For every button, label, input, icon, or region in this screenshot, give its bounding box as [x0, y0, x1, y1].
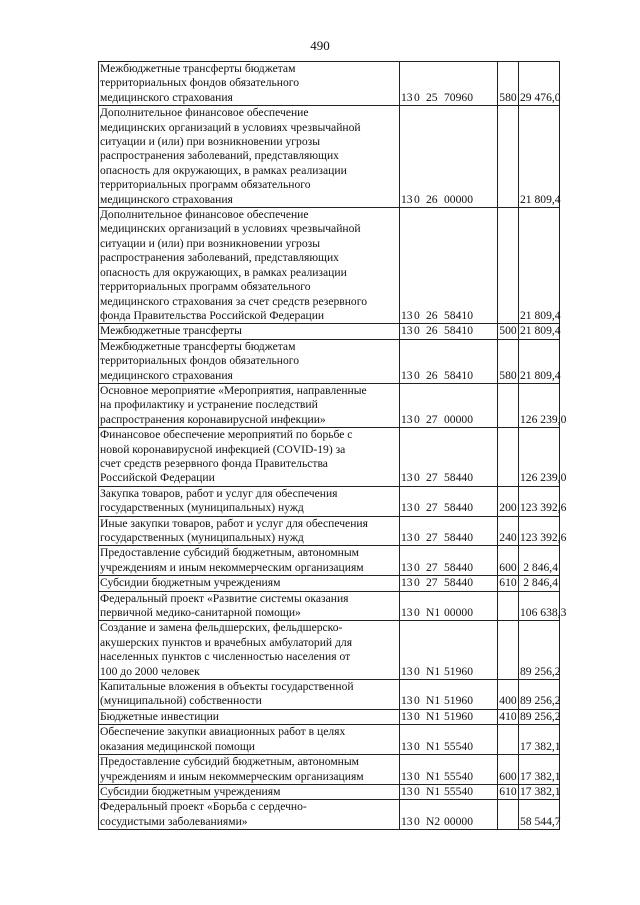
- row-name-line: опасность для окружающих, в рамках реализации: [100, 265, 347, 279]
- target-article-code-part: 13: [401, 694, 413, 708]
- row-name-cell: [99, 486, 400, 516]
- target-article-code-part: N1: [426, 709, 441, 723]
- row-name-line: населенных пунктов с численностью населения от: [100, 650, 351, 664]
- target-article-code-part: N1: [426, 606, 441, 620]
- row-name-line: опасность для окружающих, в рамках реализации: [100, 163, 347, 177]
- amount-cell: 21 809,4: [519, 208, 560, 324]
- row-name-cell: [99, 62, 400, 106]
- target-article-code-part: 13: [401, 606, 413, 620]
- target-article-code-part: 27: [426, 501, 438, 515]
- target-article-code-part: 51960: [444, 694, 473, 708]
- row-name-line: Российской Федерации: [100, 471, 215, 485]
- row-name-line: Субсидии бюджетным учреждениям: [100, 784, 281, 798]
- expense-type-code-cell: 400: [498, 680, 519, 710]
- amount-cell: 17 382,1: [520, 784, 561, 798]
- target-article-code-part: 13: [401, 769, 413, 783]
- row-name-line: 100 до 2000 человек: [100, 664, 200, 678]
- target-article-code-part: 13: [401, 576, 413, 590]
- table-row: [99, 208, 560, 324]
- expense-type-code-cell: 240: [498, 516, 519, 546]
- table-row: [99, 428, 560, 487]
- amount-cell: 126 239,0: [519, 428, 560, 487]
- table-row: [99, 680, 560, 710]
- row-name-line: Капитальные вложения в объекты государственной: [100, 680, 354, 694]
- target-article-code-cell: [400, 486, 498, 516]
- amount-cell: 2 846,4: [519, 576, 560, 591]
- row-name-line: территориальных программ обязательного: [100, 280, 311, 294]
- target-article-code-part: 0: [414, 560, 420, 574]
- target-article-code-cell: [400, 324, 498, 339]
- target-article-code-cell: [400, 755, 498, 785]
- row-name-line: фонда Правительства Российской Федерации: [100, 308, 325, 322]
- target-article-code-part: 0: [414, 308, 420, 322]
- target-article-code-part: 13: [401, 664, 413, 678]
- amount-cell: 106 638,3: [519, 591, 560, 621]
- row-name-line: территориальных фондов обязательного: [100, 354, 300, 368]
- amount-cell: 123 392,6: [519, 486, 560, 516]
- amount-cell: 2 846,4: [519, 546, 560, 576]
- target-article-code-cell: [400, 546, 498, 576]
- target-article-code-part: N1: [426, 694, 441, 708]
- target-article-code-part: 55540: [444, 769, 473, 783]
- target-article-code-part: 0: [414, 664, 420, 678]
- expense-type-code-cell: 500: [499, 324, 517, 338]
- row-name-line: Бюджетные инвестиции: [100, 709, 220, 723]
- budget-table: [98, 61, 567, 830]
- target-article-code-part: 0: [414, 576, 420, 590]
- table-row: [99, 784, 560, 799]
- row-name-line: Иные закупки товаров, работ и услуг для обеспечения: [100, 516, 368, 530]
- row-name-cell: [99, 725, 400, 755]
- expense-type-code-cell: [498, 800, 519, 830]
- target-article-code-part: 27: [426, 531, 438, 544]
- target-article-code-part: 0: [414, 769, 420, 783]
- target-article-code-cell: [400, 428, 498, 487]
- target-article-code-part: 13: [401, 192, 413, 206]
- table-row: [99, 621, 560, 680]
- target-article-code-part: 0: [414, 814, 420, 828]
- target-article-code-cell: [400, 800, 498, 830]
- row-name-cell: [99, 546, 400, 576]
- target-article-code-part: 0: [414, 412, 420, 426]
- row-name-cell: [99, 591, 400, 621]
- target-article-code-cell: [400, 516, 498, 546]
- target-article-code-part: 13: [401, 560, 413, 574]
- row-name-line: распространения заболеваний, представляющих: [100, 251, 339, 265]
- target-article-code-part: 0: [414, 784, 420, 798]
- table-row: [99, 800, 560, 830]
- expense-type-code-cell: 410: [499, 709, 517, 723]
- target-article-code-part: 0: [414, 192, 420, 206]
- page-number: 490: [310, 38, 330, 53]
- table-row: [99, 576, 560, 591]
- row-name-line: медицинских организаций в условиях чрезвычайной: [100, 222, 361, 236]
- target-article-code-part: 27: [426, 576, 438, 590]
- row-name-line: медицинского страхования: [100, 192, 233, 206]
- target-article-code-part: 27: [426, 412, 438, 426]
- target-article-code-cell: [400, 784, 498, 799]
- row-name-line: Дополнительное финансовое обеспечение: [100, 106, 309, 120]
- amount-cell: 89 256,2: [519, 680, 560, 710]
- row-name-line: государственных (муниципальных) нужд: [100, 531, 304, 544]
- expense-type-code-cell: 610: [499, 784, 517, 798]
- target-article-code-cell: [400, 591, 498, 621]
- target-article-code-part: 0: [414, 90, 420, 104]
- target-article-code-part: 51960: [444, 709, 473, 723]
- target-article-code-part: N1: [426, 769, 441, 783]
- target-article-code-part: 0: [414, 368, 420, 382]
- table-row: [99, 106, 560, 208]
- target-article-code-cell: [400, 576, 498, 591]
- row-name-line: Федеральный проект «Развитие системы оказания: [100, 591, 349, 605]
- row-name-cell: [99, 428, 400, 487]
- row-name-line: распространения заболеваний, представляющих: [100, 149, 339, 163]
- row-name-cell: [99, 208, 400, 324]
- amount-cell: 58 544,7: [519, 800, 560, 830]
- row-name-cell: [99, 709, 400, 724]
- target-article-code-part: 58410: [444, 368, 473, 382]
- expense-type-code-cell: 600: [498, 755, 519, 785]
- target-article-code-part: 0: [414, 471, 420, 485]
- budget-table-body: [99, 62, 567, 830]
- target-article-code-cell: [400, 680, 498, 710]
- target-article-code-part: 0: [414, 501, 420, 515]
- table-row: [99, 546, 560, 576]
- row-name-line: Создание и замена фельдшерских, фельдшерско-: [100, 621, 343, 635]
- target-article-code-part: 58440: [444, 471, 473, 485]
- row-name-cell: [99, 784, 400, 799]
- target-article-code-part: 70960: [444, 90, 473, 104]
- row-name-line: медицинских организаций в условиях чрезвычайной: [100, 120, 361, 134]
- row-name-line: Субсидии бюджетным учреждениям: [100, 576, 281, 590]
- target-article-code-part: 00000: [444, 606, 473, 620]
- table-row: [99, 62, 560, 106]
- target-article-code-part: 26: [426, 324, 438, 338]
- row-name-line: медицинского страхования: [100, 90, 233, 104]
- target-article-code-part: 27: [426, 471, 438, 485]
- row-name-cell: [99, 516, 400, 546]
- target-article-code-part: 26: [426, 308, 438, 322]
- expense-type-code-cell: 580: [498, 62, 519, 106]
- target-article-code-part: 58440: [444, 501, 473, 515]
- amount-cell: 17 382,1: [519, 755, 560, 785]
- row-name-line: учреждениям и иным некоммерческим организациям: [100, 769, 364, 783]
- amount-cell: 89 256,2: [519, 621, 560, 680]
- table-row: [99, 725, 560, 755]
- amount-cell: 123 392,6: [519, 516, 560, 546]
- row-name-cell: [99, 383, 400, 427]
- target-article-code-part: 00000: [444, 192, 473, 206]
- table-row: [99, 755, 560, 785]
- expense-type-code-cell: 580: [498, 339, 519, 383]
- target-article-code-part: 13: [401, 739, 413, 753]
- expense-type-code-cell: [498, 106, 519, 208]
- amount-cell: 21 809,4: [519, 339, 560, 383]
- amount-cell: 29 476,0: [519, 62, 560, 106]
- row-name-line: акушерских пунктов и врачебных амбулаторий для: [100, 635, 353, 649]
- target-article-code-part: 55540: [444, 739, 473, 753]
- table-row: [99, 383, 560, 427]
- row-name-line: Основное мероприятие «Мероприятия, направленные: [100, 383, 367, 397]
- row-name-line: оказания медицинской помощи: [100, 739, 255, 753]
- target-article-code-part: 58440: [444, 531, 473, 544]
- amount-cell: 89 256,2: [520, 709, 561, 723]
- target-article-code-part: 26: [426, 368, 438, 382]
- row-name-cell: [99, 755, 400, 785]
- target-article-code-part: 13: [401, 90, 413, 104]
- target-article-code-part: 13: [401, 308, 413, 322]
- row-name-line: Предоставление субсидий бюджетным, автономным: [100, 546, 360, 560]
- row-name-line: медицинского страхования: [100, 368, 233, 382]
- amount-cell: 21 809,4: [519, 106, 560, 208]
- table-row: [99, 591, 560, 621]
- row-name-line: первичной медико-санитарной помощи»: [100, 606, 301, 620]
- target-article-code-cell: [400, 62, 498, 106]
- expense-type-code-cell: [498, 383, 519, 427]
- row-name-line: медицинского страхования за счет средств резервного: [100, 294, 367, 308]
- row-name-cell: [99, 621, 400, 680]
- table-row: [99, 516, 560, 546]
- row-name-line: сосудистыми заболеваниями»: [100, 814, 248, 828]
- target-article-code-part: 13: [401, 814, 413, 828]
- target-article-code-cell: [400, 725, 498, 755]
- row-name-line: ситуации и (или) при возникновении угрозы: [100, 236, 320, 250]
- expense-type-code-cell: [498, 591, 519, 621]
- target-article-code-part: 13: [401, 531, 413, 544]
- target-article-code-cell: [400, 709, 498, 724]
- row-name-line: Предоставление субсидий бюджетным, автономным: [100, 755, 360, 769]
- row-name-line: Межбюджетные трансферты бюджетам: [100, 62, 296, 75]
- target-article-code-part: 0: [414, 324, 420, 338]
- row-name-line: Закупка товаров, работ и услуг для обеспечения: [100, 486, 338, 500]
- row-name-cell: [99, 800, 400, 830]
- target-article-code-cell: [400, 383, 498, 427]
- row-name-line: Федеральный проект «Борьба с сердечно-: [100, 800, 307, 814]
- target-article-code-cell: [400, 208, 498, 324]
- row-name-line: Межбюджетные трансферты бюджетам: [100, 339, 296, 353]
- row-name-line: Межбюджетные трансферты: [100, 324, 242, 338]
- target-article-code-cell: [400, 106, 498, 208]
- target-article-code-cell: [400, 621, 498, 680]
- row-name-line: на профилактику и устранение последствий: [100, 398, 318, 412]
- target-article-code-part: 13: [401, 471, 413, 485]
- target-article-code-part: 27: [426, 560, 438, 574]
- target-article-code-part: 13: [401, 368, 413, 382]
- target-article-code-cell: [400, 339, 498, 383]
- row-name-cell: [99, 680, 400, 710]
- target-article-code-part: N2: [426, 814, 441, 828]
- target-article-code-part: N1: [426, 664, 441, 678]
- amount-cell: 17 382,1: [519, 725, 560, 755]
- row-name-cell: [99, 106, 400, 208]
- row-name-cell: [99, 324, 400, 339]
- target-article-code-part: 58410: [444, 324, 473, 338]
- row-name-cell: [99, 339, 400, 383]
- target-article-code-part: 51960: [444, 664, 473, 678]
- row-name-line: государственных (муниципальных) нужд: [100, 501, 304, 515]
- target-article-code-part: 13: [401, 709, 413, 723]
- target-article-code-part: 58440: [444, 560, 473, 574]
- row-name-line: счет средств резервного фонда Правительства: [100, 456, 328, 470]
- target-article-code-part: 13: [401, 501, 413, 515]
- row-name-line: территориальных программ обязательного: [100, 178, 311, 192]
- row-name-cell: [99, 576, 400, 591]
- target-article-code-part: N1: [426, 739, 441, 753]
- target-article-code-part: 0: [414, 694, 420, 708]
- row-name-line: учреждениям и иным некоммерческим организациям: [100, 560, 364, 574]
- target-article-code-part: N1: [426, 784, 441, 798]
- row-name-line: Обеспечение закупки авиационных работ в целях: [100, 725, 346, 739]
- expense-type-code-cell: 610: [499, 576, 517, 590]
- target-article-code-part: 00000: [444, 814, 473, 828]
- row-name-line: Финансовое обеспечение мероприятий по борьбе с: [100, 428, 353, 442]
- table-row: [99, 709, 560, 724]
- table-row: [99, 339, 560, 383]
- target-article-code-part: 58410: [444, 308, 473, 322]
- expense-type-code-cell: 600: [498, 546, 519, 576]
- amount-cell: 21 809,4: [520, 324, 561, 338]
- target-article-code-part: 55540: [444, 784, 473, 798]
- target-article-code-part: 25: [426, 90, 438, 104]
- target-article-code-part: 0: [414, 709, 420, 723]
- expense-type-code-cell: [498, 725, 519, 755]
- row-name-line: ситуации и (или) при возникновении угрозы: [100, 135, 320, 149]
- row-name-line: распространения коронавирусной инфекции»: [100, 412, 326, 426]
- table-row: [99, 324, 560, 339]
- target-article-code-part: 13: [401, 412, 413, 426]
- row-name-line: (муниципальной) собственности: [100, 694, 262, 708]
- expense-type-code-cell: [498, 428, 519, 487]
- target-article-code-part: 13: [401, 784, 413, 798]
- target-article-code-part: 00000: [444, 412, 473, 426]
- target-article-code-part: 0: [414, 531, 420, 544]
- table-row: [99, 486, 560, 516]
- row-name-line: Дополнительное финансовое обеспечение: [100, 208, 309, 222]
- expense-type-code-cell: 200: [498, 486, 519, 516]
- amount-cell: 126 239,0: [519, 383, 560, 427]
- target-article-code-part: 13: [401, 324, 413, 338]
- target-article-code-part: 0: [414, 606, 420, 620]
- row-name-line: территориальных фондов обязательного: [100, 76, 300, 90]
- expense-type-code-cell: [498, 621, 519, 680]
- target-article-code-part: 26: [426, 192, 438, 206]
- target-article-code-part: 58440: [444, 576, 473, 590]
- target-article-code-part: 0: [414, 739, 420, 753]
- row-name-line: новой коронавирусной инфекцией (COVID-19) за: [100, 442, 346, 456]
- expense-type-code-cell: [498, 208, 519, 324]
